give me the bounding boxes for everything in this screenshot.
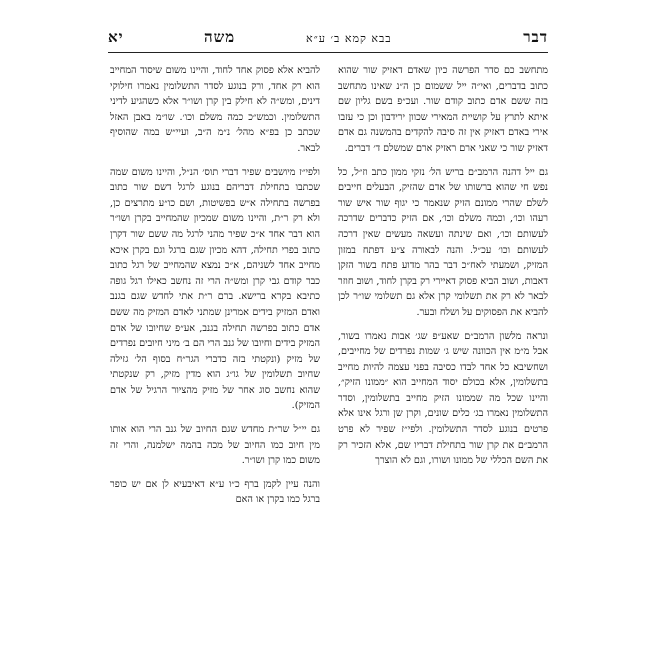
running-title-center: משה: [204, 28, 236, 46]
header-divider: [108, 52, 548, 53]
paragraph: להביא אלא פסוק אחד לחוד, והיינו משום שיסוד המחייב הוא רק אחד, ורק בנוגע לסדר התשלומין נאמרו חילוקי דינים, ומש״ה לא חילק בין קרן ושו״ר אלא כשהגיע לדיני התשלומין. וכמש״כ כמה משלם וכו׳. שו״מ באבן האזל שכתב כן בפ״א מהל׳ נ״מ ה״ב, ועיי״ש במה שהוסיף לבאר.: [110, 65, 320, 154]
tractate-reference: בבא קמא ב׳ ע״א: [306, 32, 392, 45]
paragraph: ולפי״ז מיושבים שפיר דברי תוס׳ הנ״ל, והיינו משום שמה שכתבו בתחילת דבריהם בנוגע לרגל דשם שור כתוב בפרשה בתחילה א״ש בפשיטות, ושם כו״ע מתרצים כן, ולא רק ר״ת, והיינו משום שמכיון שהמחייב בקרן ושו״ר הוא דבר אחד א״כ שפיר מהני לרגל מה ששם שור דקרן כתוב בפרי תחילה, דהא מכיון שגם ברגל וגם בקרן איכא מחייב אחד לשניהם, א״כ נמצא שהמחייב של רגל כתוב כבר קודם גבי קרן ומש״ה הרי זה נחשב כאילו רגל גופה כתיבא בקרא ברישא. ברם ר״ת אתי לחדש שגם בגנב ואדם המזיק בידים אמרינן שמתני לאדם המזיק מה ששם אדם כתוב בפרשה תחילה בגנב, אע״פ שחיובו של אדם המזיק בידים וחיובו של גנב הרי הם ב׳ מיני חיובים נפרדים של מזיק (ונקטתי בזה כדברי הגר״ח בסוף הל׳ גזילה שחיוב תשלומין של גו״ג הוא מדין מזיק, רק שנקטתי שהוא נחשב סוג אחר של מזיק מהציור הרגיל של אדם המזיק).: [110, 166, 320, 412]
paragraph: גם יי״ל שר״ת מחדש שגם החיוב של גנב הרי הוא אותו מין חיוב כמו החיוב של מכה בהמה ישלמנה, והרי זה משום כמו קרן ושו״ר.: [110, 424, 320, 467]
text-column-left: [110, 63, 320, 510]
paragraph: מתחשב כם סדר הפרשה כיון שאדם דאזיק שור שהוא כתוב בדברים, ואי״ה ייל ששמום כן ה״נ שאינו מתחשב בזה ששם אדם כתוב קודם שור. ועכ״פ בשם גליון שם איתא לתרץ על קושיית המאירי שכוון ירידבון וכן כי עזבו אירי באדם דאזיק אין זה סיבה להקדים בהמשנה גם אדם דאזיק שור כי שאני ארם ראזיק ארם שמשלם ד׳ דברים.: [338, 65, 548, 154]
paragraph: והנה עיין לקמן ברף כ״ו ע״א דאיבעיא לן אם יש כופר ברגל כמו בקרן או האם: [110, 478, 320, 506]
page-number: יא: [108, 28, 124, 46]
paragraph: גם ייל דהנה הרמב״ם בריש הל׳ נזקי ממון כתב וז״ל, כל נפש חי שהוא ברשותו של אדם שהזיק, הבעלים חייבים לשלם שהרי ממונם הזיק שנאמר כי יגוף שור איש שור רעהו וכו׳, וכמה משלם וכו׳, אם הזיק כדברים שדרכה לעשותם וכו׳, ואם שינתה ועשאה מעשים שאין דרכה לעשותם וכו׳ עכ״ל. והנה לבאורה צ״ע דפתח במזון המזיק, ושמעתי לאח״כ דבר בהר מדוע פתח בשור הזקן דאבות, ושוב הביא פסוק דאיירי רק בקרן לחוד, ושוב חוזר לבאר לא רק את תשלומי קרן אלא גם תשלומי שו״ר לכן להביא את הפסוקים על ושלח ובער.: [338, 166, 548, 318]
running-title-right: דבר: [523, 28, 548, 46]
text-column-right: [338, 63, 548, 471]
page-header: [108, 28, 548, 48]
paragraph: ונראה מלשון הרמב״ם שאע״פ שג׳ אבות נאמרו בשור, אבל מ״מ אין הכוונה שיש ג׳ שמות נפרדים של מחייבים, ושחשיבא כל אחד לבדו כסיבה בפני עצמה להיות מחייב בתשלומין, אלא בכולם יסוד המחייב הוא ״ממונו הזיק״, והיינו שכל מה שממונו הזיק מחייב בתשלומין, וסדר התשלומין נאמרו בג׳ כלים שונים, וקרן שן ורגל אינו אלא פרטים בנוגע לסדר התשלומין. ולפי״ז שפיר לא פרט הרמב״ם את קרן שור בתחילת דבריו שם, אלא הזכיר רק את השם הכללי של ממונו ושורו, וגם לא הוצרך: [338, 330, 548, 467]
